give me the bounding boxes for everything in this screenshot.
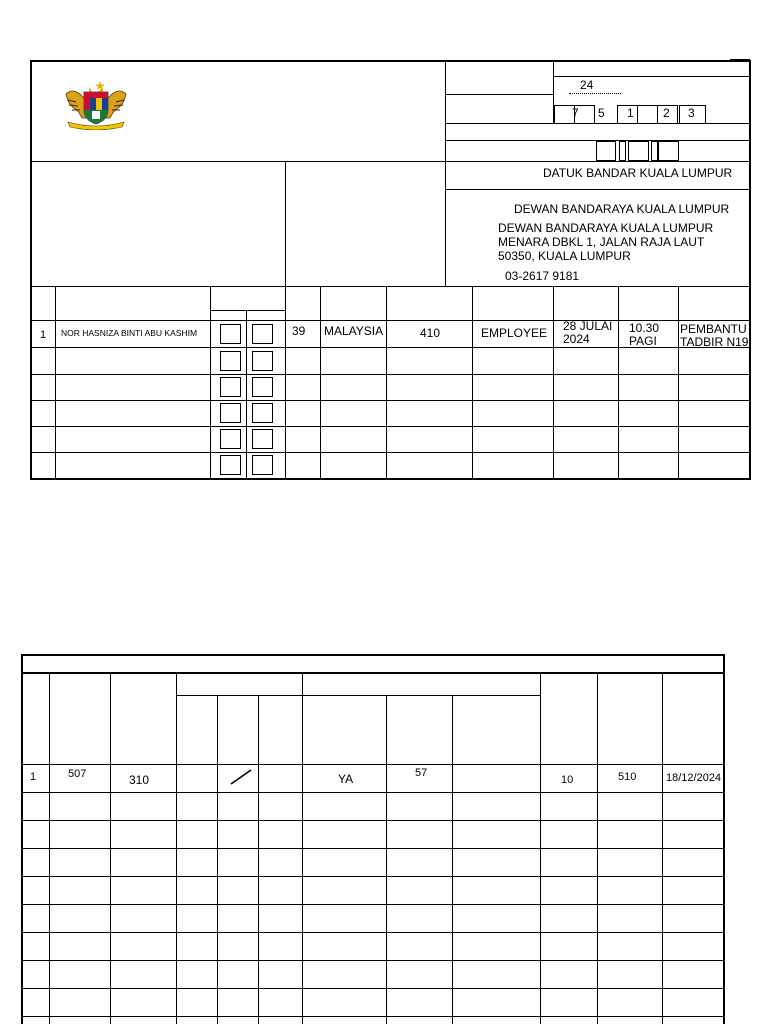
t2-col-7 [386, 696, 387, 1024]
frame-top [30, 60, 751, 62]
t1-row1-checkbox-b[interactable] [252, 324, 273, 344]
coat-of-arms-logo [60, 78, 132, 130]
t2-row-line-7 [21, 960, 725, 961]
hline-r5 [445, 189, 751, 190]
code-digit-box-4 [637, 105, 658, 124]
t1-row2-checkbox-a[interactable] [220, 351, 241, 371]
t2-frame-top [21, 654, 725, 656]
t2-row1-c3: 57 [415, 767, 428, 779]
t1-row5-checkbox-a[interactable] [220, 429, 241, 449]
code-digit-1: 7 [572, 106, 579, 120]
t2-frame-left [21, 654, 23, 1024]
t2-row1-c4: 10 [561, 774, 574, 786]
t1-col-8 [618, 286, 619, 479]
t2-row1-no: 1 [30, 771, 37, 783]
t2-row-line-5 [21, 904, 725, 905]
top-right-tick [730, 59, 750, 60]
t2-row-line-9 [21, 1016, 725, 1017]
t2-col-8 [452, 696, 453, 1024]
address-line-2: MENARA DBKL 1, JALAN RAJA LAUT [498, 235, 705, 249]
t1-col-7 [553, 286, 554, 479]
t2-col-4 [217, 696, 218, 1024]
address-line-3: 50350, KUALA LUMPUR [498, 249, 631, 263]
option-box-2[interactable] [619, 141, 626, 161]
t1-col-4 [320, 286, 321, 479]
t1-row-line-1 [30, 347, 751, 348]
recipient-title: DATUK BANDAR KUALA LUMPUR [543, 166, 733, 180]
t1-col-2 [210, 286, 211, 479]
t1-row1-age: 39 [292, 324, 306, 338]
t1-row1-time: 10.30 PAGI [629, 322, 660, 347]
t2-row1-c2: 310 [129, 773, 150, 787]
ref-box-top [553, 76, 750, 77]
t2-subheader-line [176, 695, 540, 696]
t2-row-line-6 [21, 932, 725, 933]
t1-row1-position: PEMBANTU TADBIR N19 [680, 323, 749, 347]
code-digit-4: 2 [663, 106, 670, 120]
t2-row-line-8 [21, 988, 725, 989]
frame-bottom [30, 478, 751, 480]
malaysia-coat-of-arms-icon [60, 78, 132, 130]
t2-header-line [21, 672, 725, 674]
hline-r4 [445, 161, 751, 162]
t1-row6-checkbox-a[interactable] [220, 455, 241, 475]
option-box-4[interactable] [651, 141, 658, 161]
t1-row1-checkbox-a[interactable] [220, 324, 241, 344]
t1-row6-checkbox-b[interactable] [252, 455, 273, 475]
header-hline-bottom [30, 286, 751, 287]
code-digit-5: 3 [688, 106, 695, 120]
t1-col-6 [472, 286, 473, 479]
t1-row1-no: 1 [40, 329, 47, 341]
t2-row-line-0 [21, 764, 725, 765]
t2-row1-c5: 510 [618, 771, 637, 783]
code-digit-3: 1 [627, 106, 634, 120]
t1-row4-checkbox-b[interactable] [252, 403, 273, 423]
t1-sub-header-line [210, 310, 285, 311]
t1-col-9 [678, 286, 679, 479]
org-name: DEWAN BANDARAYA KUALA LUMPUR [514, 202, 730, 216]
t1-row2-checkbox-b[interactable] [252, 351, 273, 371]
phone-number: 03-2617 9181 [505, 269, 580, 283]
t2-row1-date: 18/12/2024 [666, 772, 722, 784]
t2-row-line-4 [21, 876, 725, 877]
option-box-3[interactable] [628, 141, 649, 161]
t1-col-3 [246, 310, 247, 479]
t2-row-line-2 [21, 820, 725, 821]
t1-row1-name: NOR HASNIZA BINTI ABU KASHIM [61, 328, 198, 338]
t1-col-1 [55, 286, 56, 479]
t1-row1-date: 28 JULAI 2024 [563, 320, 613, 346]
t1-col-5 [386, 286, 387, 479]
t2-row1-c1: 507 [68, 768, 87, 780]
ref-day: 24 [580, 78, 594, 92]
t2-row1-answer: YA [338, 772, 354, 786]
frame-left [30, 60, 32, 480]
t1-row4-checkbox-a[interactable] [220, 403, 241, 423]
t2-row-line-1 [21, 792, 725, 793]
t1-row1-nationality: MALAYSIA [324, 324, 384, 338]
t1-row3-checkbox-a[interactable] [220, 377, 241, 397]
t2-row-line-3 [21, 848, 725, 849]
ref-day-dotted-underline [569, 93, 621, 94]
t1-row-line-0 [30, 320, 751, 321]
t1-row-line-4 [30, 426, 751, 427]
tick-slash-icon [228, 767, 254, 787]
hline-r1 [445, 94, 554, 95]
t1-row1-code: 410 [420, 326, 441, 340]
t1-row-line-3 [30, 400, 751, 401]
option-box-1[interactable] [596, 141, 616, 161]
option-box-5[interactable] [658, 141, 679, 161]
t1-row-line-5 [30, 452, 751, 453]
t2-frame-right [723, 654, 725, 1024]
t1-row5-checkbox-b[interactable] [252, 429, 273, 449]
code-digit-2: 5 [598, 106, 605, 120]
t1-row1-status: EMPLOYEE [481, 326, 548, 340]
t2-col-5 [258, 696, 259, 1024]
t1-row-line-2 [30, 374, 751, 375]
address-line-1: DEWAN BANDARAYA KUALA LUMPUR [498, 221, 714, 235]
t1-row3-checkbox-b[interactable] [252, 377, 273, 397]
